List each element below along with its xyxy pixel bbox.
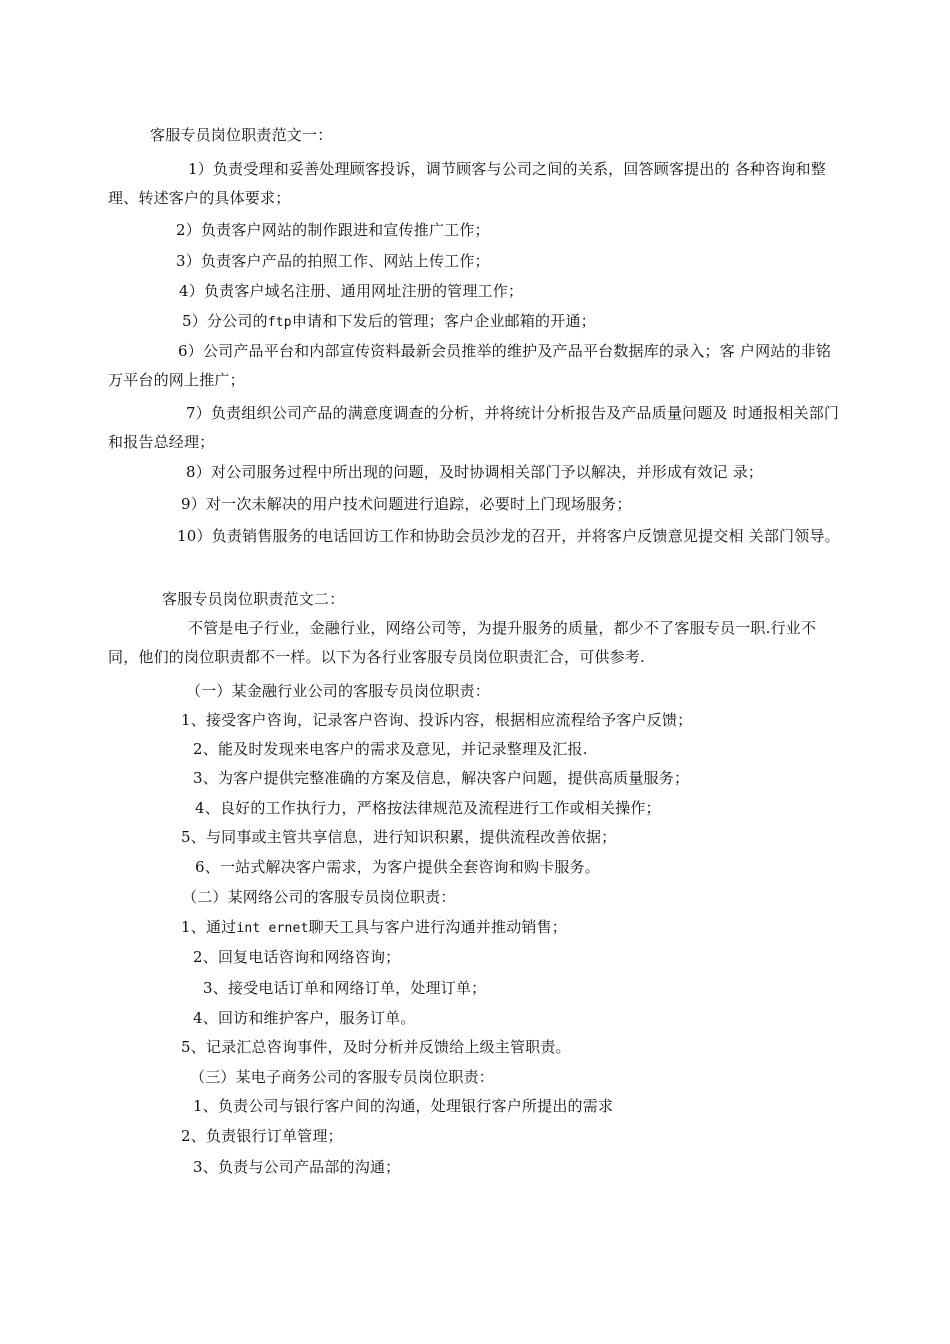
network-item-1-prefix: 1、通过 bbox=[181, 918, 237, 936]
finance-item-1: 1、接受客户咨询，记录客户咨询、投诉内容，根据相应流程给予客户反馈； bbox=[181, 711, 693, 729]
finance-heading: （一）某金融行业公司的客服专员岗位职责： bbox=[186, 682, 491, 700]
section1-item-5-rest: 申请和下发后的管理；客户企业邮箱的开通； bbox=[291, 312, 596, 330]
section1-item-3: 3）负责客户产品的拍照工作、网站上传工作； bbox=[176, 252, 490, 270]
section1-item-2: 2）负责客户网站的制作跟进和宣传推广工作； bbox=[176, 221, 490, 239]
network-item-1-code: int ernet bbox=[236, 921, 309, 936]
section1-item-6: 6）公司产品平台和内部宣传资料最新会员推举的维护及产品平台数据库的录入；客 户网站的非铭万平台的网上推广； bbox=[108, 342, 832, 389]
network-item-4: 4、回访和维护客户，服务订单。 bbox=[193, 1009, 416, 1027]
finance-item-4: 4、良好的工作执行力，严格按法律规范及流程进行工作或相关操作； bbox=[195, 799, 661, 817]
network-item-2: 2、回复电话咨询和网络咨询； bbox=[193, 948, 401, 966]
network-item-1 bbox=[181, 916, 567, 940]
section2-heading: 客服专员岗位职责范文二： bbox=[162, 590, 345, 608]
section1-item-9: 9）对一次未解决的用户技术问题进行追踪，必要时上门现场服务； bbox=[181, 495, 632, 513]
finance-item-2: 2、能及时发现来电客户的需求及意见，并记录整理及汇报. bbox=[193, 740, 588, 758]
network-item-5: 5、记录汇总咨询事件，及时分析并反馈给上级主管职责。 bbox=[181, 1038, 571, 1056]
ecommerce-item-3: 3、负责与公司产品部的沟通； bbox=[193, 1158, 401, 1176]
network-item-3: 3、接受电话订单和网络订单，处理订单； bbox=[203, 979, 487, 997]
section1-item-1: 1）负责受理和妥善处理顾客投诉，调节顾客与公司之间的关系，回答顾客提出的 各种咨询和整理、转述客户的具体要求； bbox=[108, 160, 826, 207]
section1-item-5 bbox=[182, 310, 596, 334]
finance-item-3: 3、为客户提供完整准确的方案及信息，解决客户问题，提供高质量服务； bbox=[193, 769, 690, 787]
finance-item-6: 6、一站式解决客户需求，为客户提供全套咨询和购卡服务。 bbox=[195, 858, 600, 876]
section2-intro: 不管是电子行业，金融行业，网络公司等，为提升服务的质量，都少不了客服专员一职.行业不同，他们的岗位职责都不一样。以下为各行业客服专员岗位职责汇合，可供参考. bbox=[108, 619, 817, 666]
section1-item-5-prefix: 5）分公司的 bbox=[182, 312, 268, 330]
section1-item-8: 8）对公司服务过程中所出现的问题，及时协调相关部门予以解决，并形成有效记 录； bbox=[186, 463, 764, 481]
ecommerce-item-2: 2、负责银行订单管理； bbox=[181, 1127, 343, 1145]
section1-item-5-code: ftp bbox=[267, 315, 292, 330]
ecommerce-item-1: 1、负责公司与银行客户间的沟通，处理银行客户所提出的需求 bbox=[193, 1097, 614, 1115]
section1-item-7: 7）负责组织公司产品的满意度调查的分析，并将统计分析报告及产品质量问题及 时通报相关部门和报告总经理； bbox=[108, 404, 840, 451]
finance-item-5: 5、与同事或主管共享信息，进行知识积累，提供流程改善依据； bbox=[181, 828, 617, 846]
section1-heading: 客服专员岗位职责范文一： bbox=[150, 126, 333, 144]
section1-item-4: 4）负责客户域名注册、通用网址注册的管理工作； bbox=[179, 282, 524, 300]
section1-item-10: 10）负责销售服务的电话回访工作和协助会员沙龙的召开，并将客户反馈意见提交相 关部门领导。 bbox=[177, 527, 840, 545]
network-item-1-rest: 聊天工具与客户进行沟通并推动销售； bbox=[308, 918, 568, 936]
ecommerce-heading: （三）某电子商务公司的客服专员岗位职责： bbox=[190, 1068, 495, 1086]
network-heading: （二）某网络公司的客服专员岗位职责： bbox=[182, 888, 456, 906]
